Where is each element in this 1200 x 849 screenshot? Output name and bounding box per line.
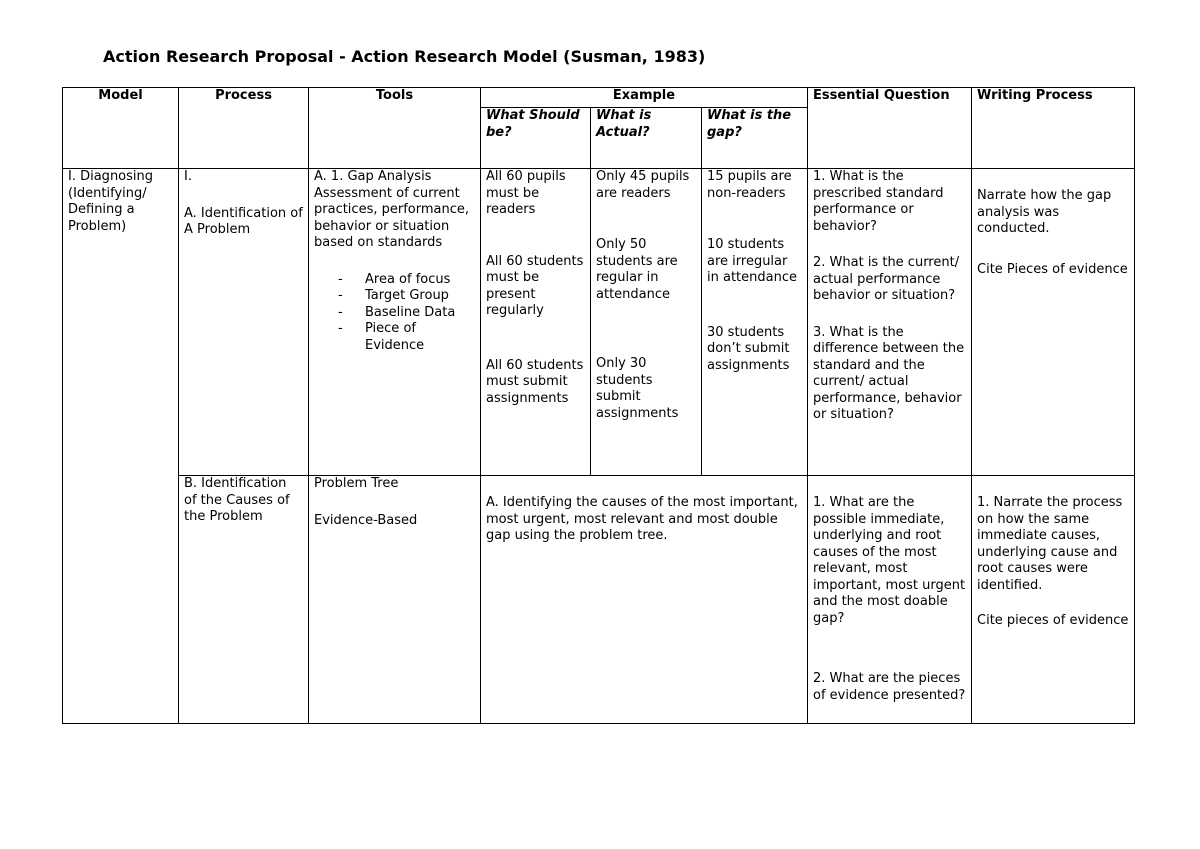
should-be-submit: All 60 students must submit assignments [486,357,584,406]
gap-readers: 15 pupils are non-readers [707,169,792,201]
question-causes-1: 1. What are the possible immediate, underlying and root causes of the most relevant, most important, most urgent and the most doable gap? [813,495,966,626]
writing-narrate-process: 1. Narrate the process on how the same immediate causes, underlying cause and root causes were identified. [977,495,1123,593]
example-causes: A. Identifying the causes of the most important, most urgent, most relevant and most double gap using the problem tree. [486,495,798,543]
subheader-gap: What is the gap? [702,108,808,169]
actual-submit: Only 30 students submit assignments [596,356,679,421]
question-3: 3. What is the difference between the standard and the current/ actual performance, behavior or situation? [813,324,965,422]
gap-attendance: 10 students are irregular in attendance [707,237,797,285]
tools-problem-tree: Problem Tree [314,476,399,491]
cell-should-be [481,169,591,476]
header-process: Process [179,88,309,169]
process-identification: A. Identification of A Problem [184,205,303,237]
table-row-diagnosing [63,169,1135,476]
actual-attendance: Only 50 students are regular in attendance [596,237,678,302]
process-number: I. [184,169,192,184]
writing-cite-evidence: Cite Pieces of evidence [977,261,1128,277]
tools-list [314,272,475,355]
cell-questions-a [808,169,972,476]
tools-item-baseline: - Baseline Data [338,305,475,322]
header-example: Example [481,88,808,108]
should-be-present: All 60 students must be present regularly [486,253,584,318]
model-diagnosing: I. Diagnosing (Identifying/ Defining a Problem) [68,169,154,234]
action-research-table [62,87,1135,724]
header-tools: Tools [309,88,481,169]
header-essential-question: Essential Question [808,88,972,169]
document-title: Action Research Proposal - Action Research Model (Susman, 1983) [103,47,706,66]
tools-evidence-based: Evidence-Based [314,512,418,528]
question-2: 2. What is the current/ actual performance behavior or situation? [813,255,960,303]
cell-model [63,169,179,724]
tools-item-evidence: - Piece of Evidence [338,321,475,354]
cell-actual [591,169,702,476]
gap-submit: 30 students don’t submit assignments [707,324,790,373]
cell-process-a [179,169,309,476]
header-writing-process: Writing Process [972,88,1135,169]
cell-tools-a [309,169,481,476]
should-be-readers: All 60 pupils must be readers [486,169,566,217]
question-causes-2: 2. What are the pieces of evidence presented? [813,671,966,703]
table-row-causes [63,476,1135,724]
cell-writing-b [972,476,1135,724]
tools-item-target: - Target Group [338,288,475,305]
process-causes: B. Identification of the Causes of the Problem [184,476,290,524]
header-model: Model [63,88,179,169]
cell-example-causes [481,476,808,724]
writing-cite-pieces: Cite pieces of evidence [977,613,1129,628]
cell-questions-b [808,476,972,724]
writing-narrate-gap: Narrate how the gap analysis was conducted. [977,188,1112,236]
question-1: 1. What is the prescribed standard performance or behavior? [813,169,944,234]
subheader-actual: What is Actual? [591,108,702,169]
header-row [63,88,1135,108]
cell-tools-b [309,476,481,724]
cell-gap [702,169,808,476]
tools-gap-analysis: A. 1. Gap Analysis Assessment of current practices, performance, behavior or situation based on standards [314,169,469,250]
actual-readers: Only 45 pupils are readers [596,169,690,201]
cell-writing-a [972,169,1135,476]
tools-item-area: - Area of focus [338,272,475,289]
cell-process-b [179,476,309,724]
subheader-should-be: What Should be? [481,108,591,169]
